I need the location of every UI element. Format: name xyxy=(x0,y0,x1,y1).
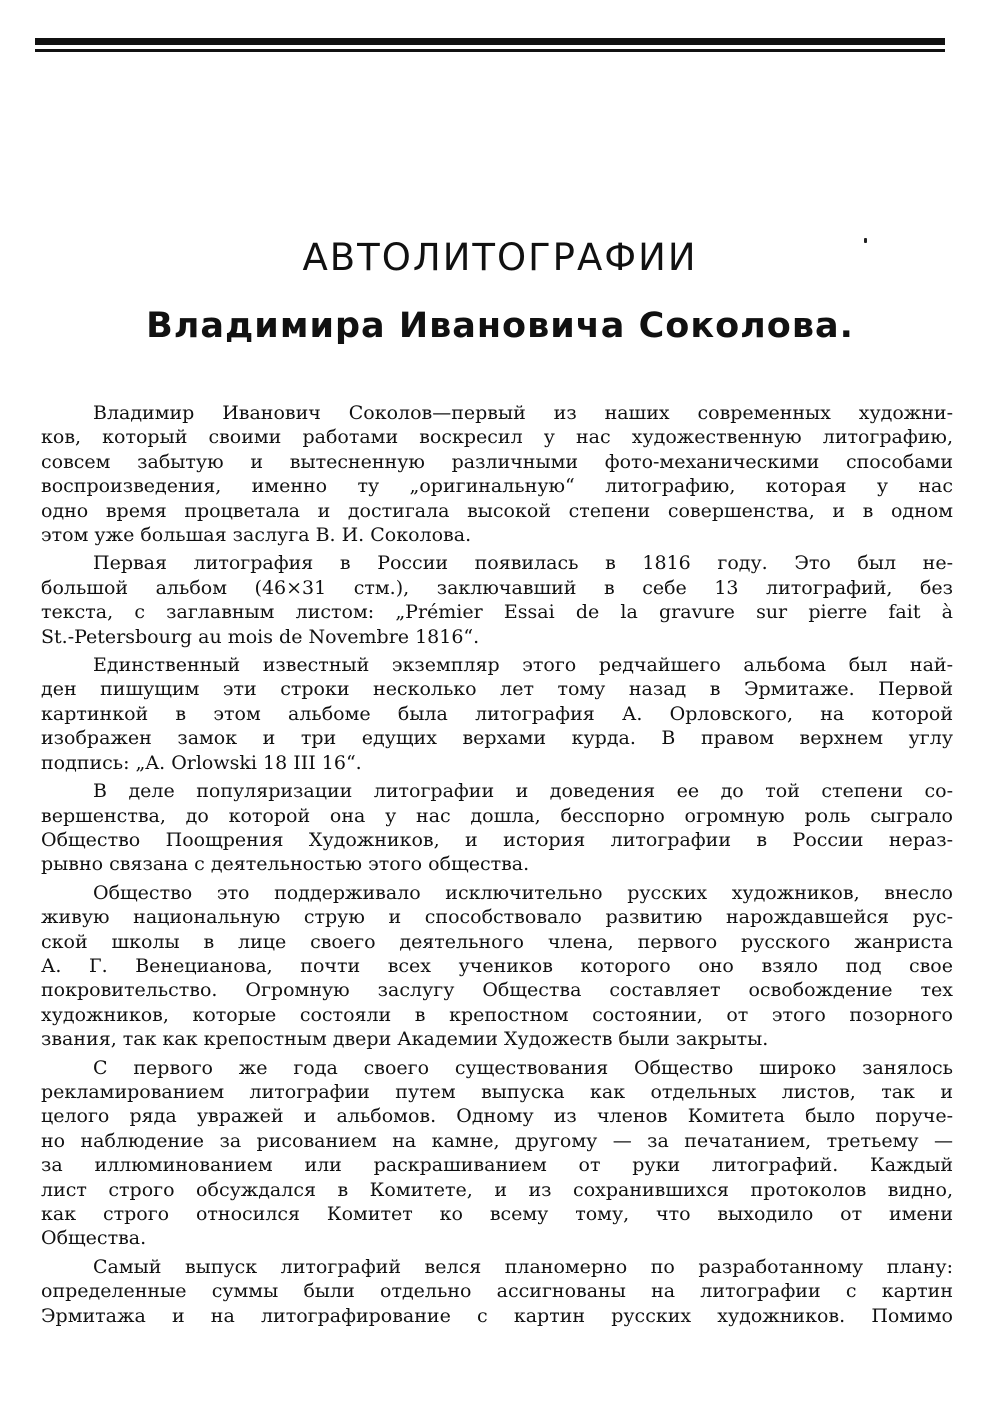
text-line: картинкой в этом альбоме была литография А. Орловского, на которой xyxy=(41,702,953,725)
text-line: лист строго обсуждался в Комитете, и из сохранившихся протоколов видно, xyxy=(41,1178,953,1201)
text-line: Единственный известный экземпляр этого редчайшего альбома был най- xyxy=(93,654,953,677)
paragraph xyxy=(41,653,953,775)
paragraph xyxy=(41,551,953,649)
text-line: одно время процветала и достигала высокой степени совершенства, и в одном xyxy=(41,499,953,522)
paragraph xyxy=(41,1255,953,1328)
text-line: С первого же года своего существования Общество широко занялось xyxy=(93,1056,953,1079)
article-body xyxy=(41,401,953,1332)
text-line: рекламированием литографии путем выпуска как отдельных листов, так и xyxy=(41,1080,953,1103)
article-subtitle: Владимира Ивановича Соколова. xyxy=(146,306,854,346)
text-line: звания, так как крепостным двери Академии Художеств были закрыты. xyxy=(41,1028,769,1051)
text-line: вершенства, до которой она у нас дошла, бесспорно огромную роль сыграло xyxy=(41,804,953,827)
top-rule-thick xyxy=(35,38,945,45)
text-line: ской школы в лице своего деятельного члена, первого русского жанриста xyxy=(41,930,953,953)
text-line: ден пишущим эти строки несколько лет тому назад в Эрмитаже. Первой xyxy=(41,678,953,701)
paragraph xyxy=(41,401,953,547)
text-line: художников, которые состояли в крепостном состоянии, от этого позорного xyxy=(41,1003,953,1026)
text-line: определенные суммы были отдельно ассигнованы на литографии с картин xyxy=(41,1280,953,1303)
text-line: изображен замок и три едущих верхами курда. В правом верхнем углу xyxy=(41,727,953,750)
paragraph xyxy=(41,779,953,877)
text-line: воспроизведения, именно ту „оригинальную“ литографию, которая у нас xyxy=(41,475,953,498)
text-line: но наблюдение за рисованием на камне, другому — за печатанием, третьему — xyxy=(41,1129,953,1152)
text-line: за иллюминованием или раскрашиванием от руки литографий. Каждый xyxy=(41,1154,953,1177)
text-line: большой альбом (46×31 стм.), заключавший в себе 13 литографий, без xyxy=(41,576,953,599)
text-line: Самый выпуск литографий велся планомерно по разработанному плану: xyxy=(93,1255,953,1278)
text-line: рывно связана с деятельностью этого общества. xyxy=(41,853,530,876)
text-line: В деле популяризации литографии и доведения ее до той степени со- xyxy=(93,780,953,803)
text-line: совсем забытую и вытесненную различными фото-механическими способами xyxy=(41,450,953,473)
paragraph xyxy=(41,1056,953,1251)
text-line: Общество Поощрения Художников, и история литографии в России нераз- xyxy=(41,828,953,851)
top-rule-thin xyxy=(35,49,945,52)
text-line: этом уже большая заслуга В. И. Соколова. xyxy=(41,524,472,547)
text-line: текста, с заглавным листом: „Prémier Essai de la gravure sur pierre fait à xyxy=(41,601,953,624)
text-line: Владимир Иванович Соколов—первый из наших современных художни- xyxy=(93,402,953,424)
text-line: живую национальную струю и способствовало развитию нарождавшейся рус- xyxy=(41,906,953,929)
text-line: как строго относился Комитет ко всему тому, что выходило от имени xyxy=(41,1203,953,1225)
text-line: покровительство. Огромную заслугу Общества составляет освобождение тех xyxy=(41,979,953,1002)
text-line: Общества. xyxy=(41,1227,147,1250)
text-line: ков, который своими работами воскресил у нас художественную литографию, xyxy=(41,426,953,449)
text-line: А. Г. Венецианова, почти всех учеников которого оно взяло под свое xyxy=(41,954,953,977)
text-line: Общество это поддерживало исключительно русских художников, внесло xyxy=(93,881,953,904)
paragraph xyxy=(41,881,953,1052)
text-line: подпись: „A. Orlowski 18 III 16“. xyxy=(41,751,362,774)
text-line: St.-Petersbourg au mois de Novembre 1816“. xyxy=(41,625,480,648)
text-line: целого ряда увражей и альбомов. Одному из членов Комитета было поруче- xyxy=(41,1105,953,1128)
text-line: Эрмитажа и на литографирование с картин русских художников. Помимо xyxy=(41,1304,953,1327)
text-line: Первая литография в России появилась в 1816 году. Это был не- xyxy=(93,552,953,575)
article-title: АВТОЛИТОГРАФИИ xyxy=(302,236,698,279)
